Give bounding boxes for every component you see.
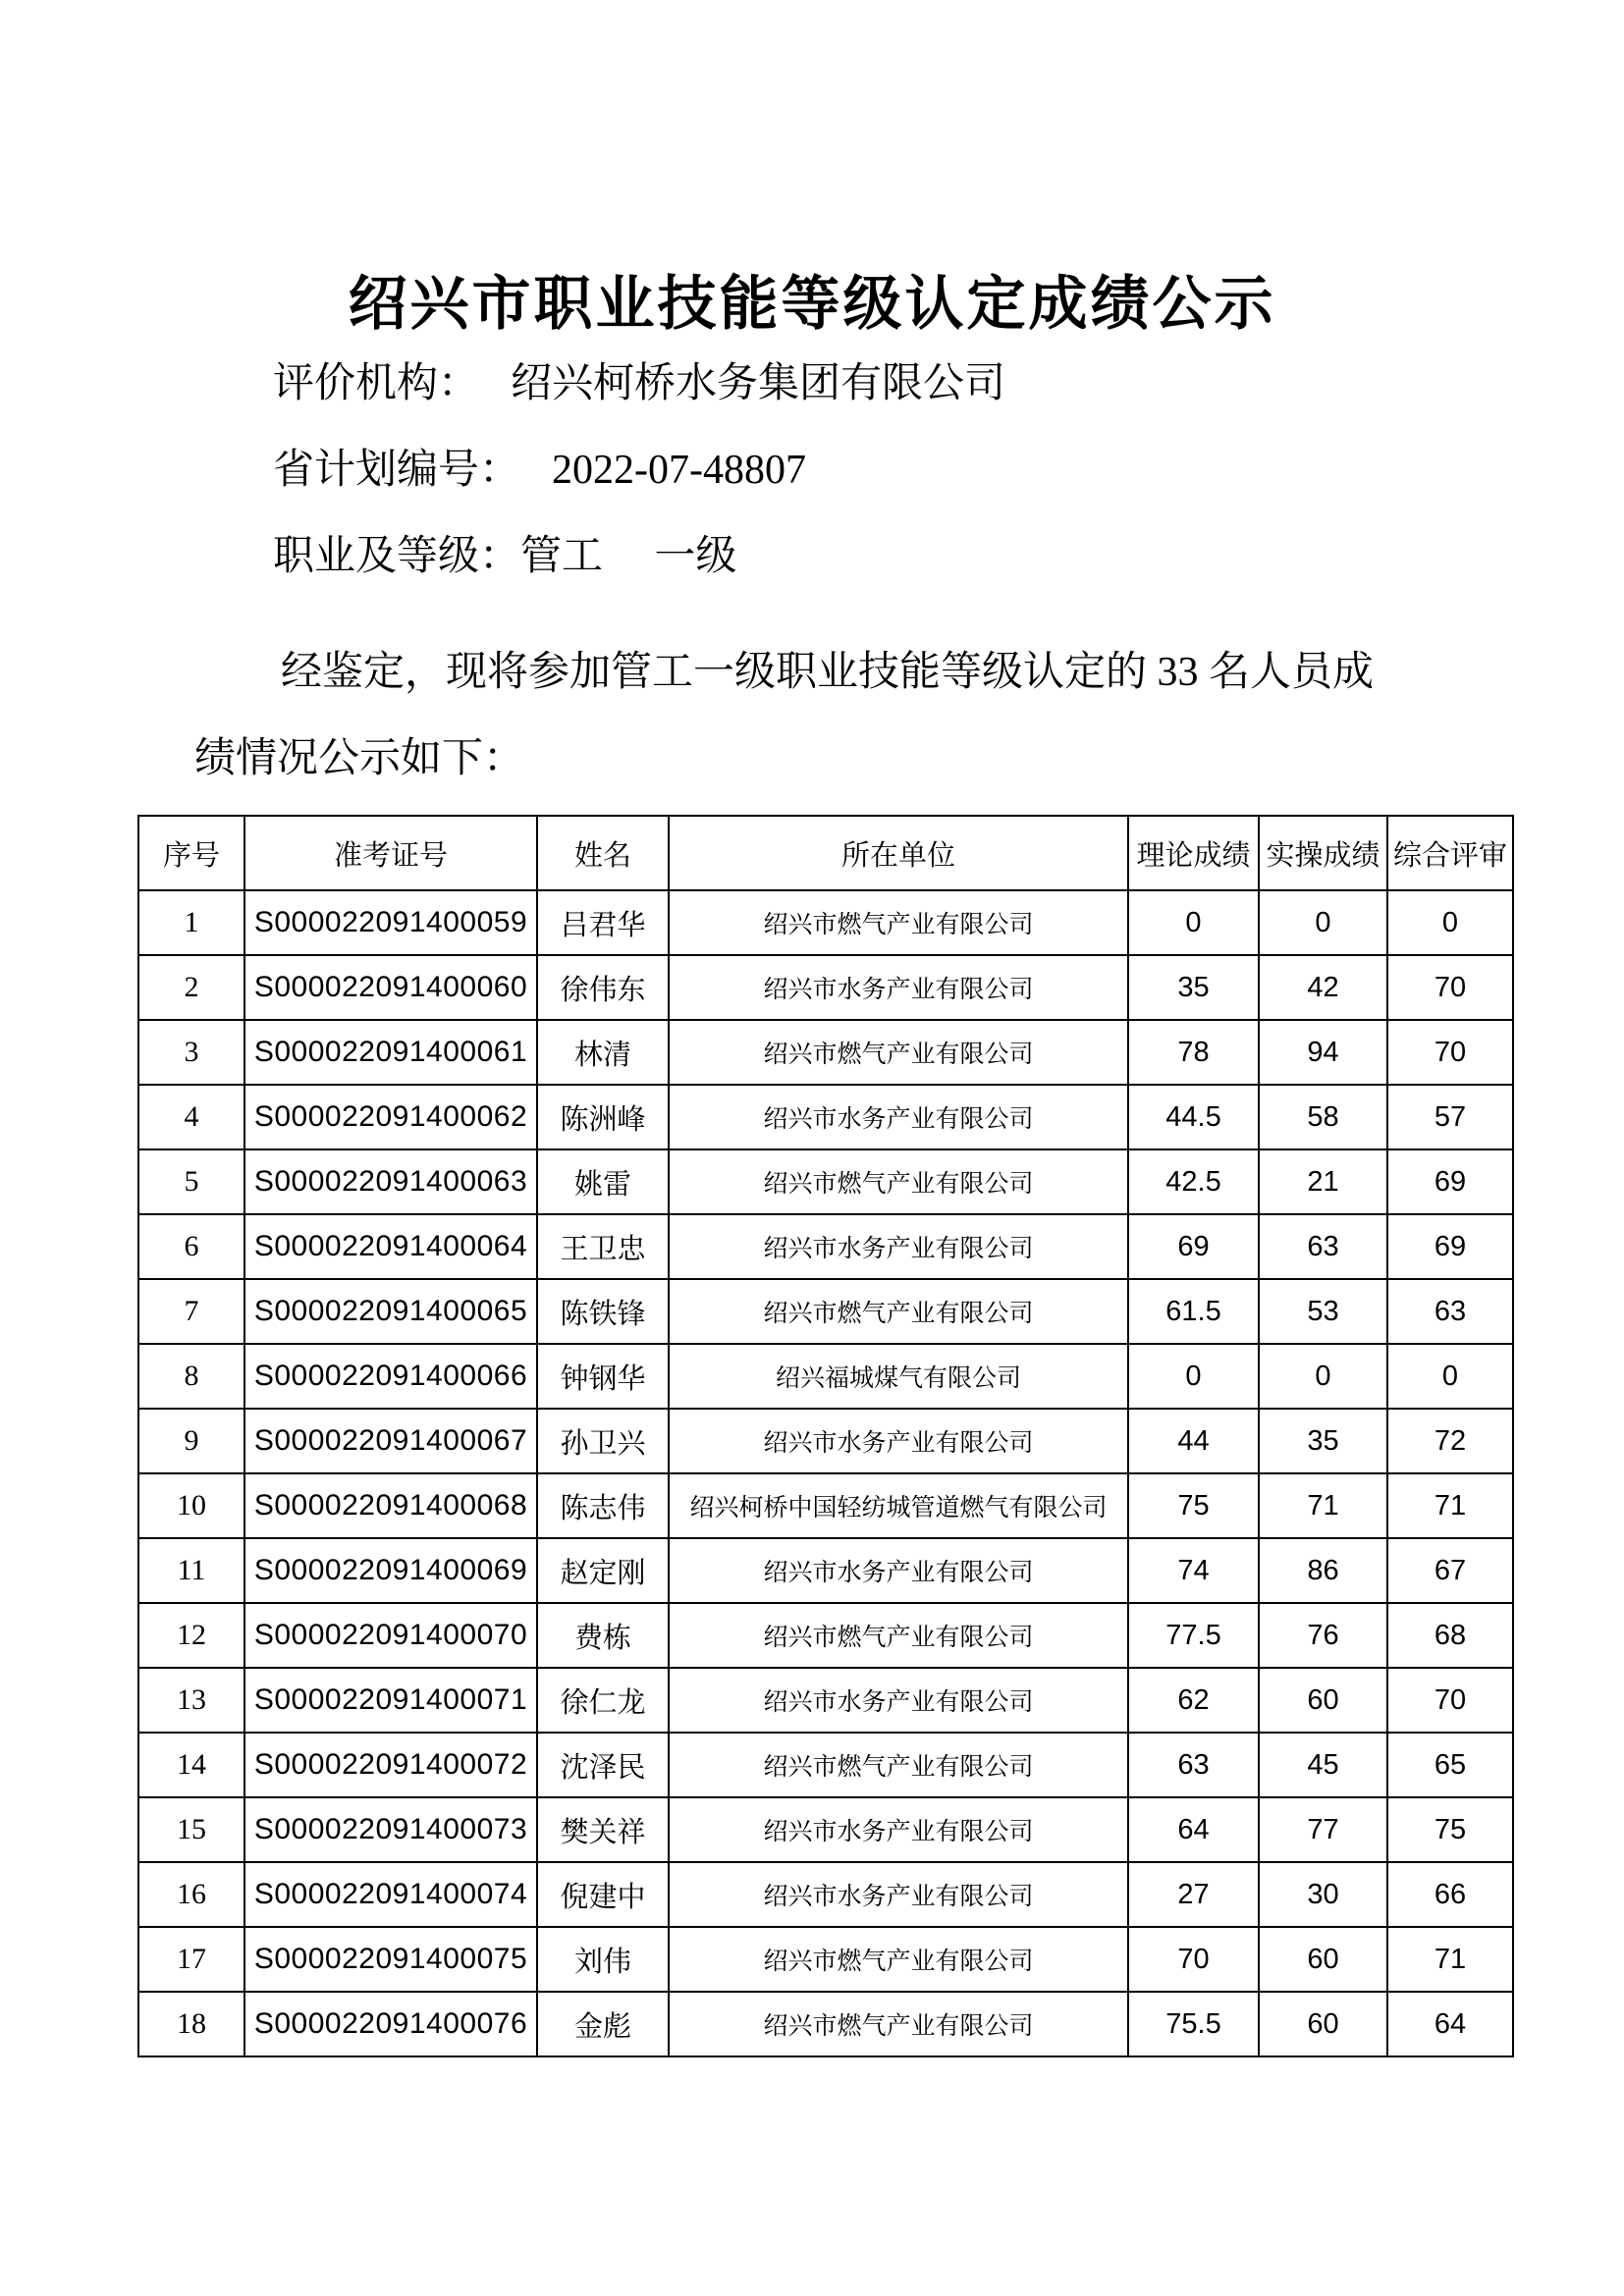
agency-label: 评价机构： [273,361,480,406]
cell-theory-score: 69 [1128,1214,1259,1279]
cell-seq: 5 [138,1149,244,1214]
cell-exam-id: S000022091400067 [244,1409,537,1473]
cell-exam-id: S000022091400060 [244,955,537,1020]
table-row [138,1020,1513,1085]
cell-overall-review: 66 [1387,1862,1513,1927]
occupation-value: 管工 一级 [520,534,737,579]
cell-practical-score: 30 [1259,1862,1387,1927]
cell-practical-score: 63 [1259,1214,1387,1279]
info-line-plan-number [273,448,1005,493]
cell-company: 绍兴市水务产业有限公司 [669,955,1128,1020]
cell-theory-score: 61.5 [1128,1279,1259,1344]
intro-paragraph-line2: 绩情况公示如下： [194,736,525,781]
cell-name: 钟钢华 [537,1344,669,1409]
cell-theory-score: 78 [1128,1020,1259,1085]
cell-theory-score: 62 [1128,1668,1259,1733]
cell-name: 陈铁锋 [537,1279,669,1344]
cell-practical-score: 76 [1259,1603,1387,1668]
cell-exam-id: S000022091400062 [244,1085,537,1149]
cell-exam-id: S000022091400061 [244,1020,537,1085]
cell-overall-review: 67 [1387,1538,1513,1603]
table-row [138,1344,1513,1409]
info-line-occupation [273,534,1005,579]
cell-name: 陈洲峰 [537,1085,669,1149]
plan-number-value: 2022-07-48807 [552,448,806,493]
cell-practical-score: 60 [1259,1927,1387,1992]
cell-theory-score: 75 [1128,1473,1259,1538]
cell-seq: 13 [138,1668,244,1733]
cell-overall-review: 0 [1387,1344,1513,1409]
cell-company: 绍兴市燃气产业有限公司 [669,1927,1128,1992]
cell-name: 姚雷 [537,1149,669,1214]
cell-company: 绍兴市燃气产业有限公司 [669,1733,1128,1797]
cell-seq: 3 [138,1020,244,1085]
cell-practical-score: 60 [1259,1992,1387,2056]
cell-name: 王卫忠 [537,1214,669,1279]
cell-practical-score: 0 [1259,890,1387,955]
table-row [138,1214,1513,1279]
cell-exam-id: S000022091400065 [244,1279,537,1344]
cell-company: 绍兴市燃气产业有限公司 [669,1149,1128,1214]
cell-overall-review: 70 [1387,1020,1513,1085]
cell-name: 林清 [537,1020,669,1085]
cell-overall-review: 65 [1387,1733,1513,1797]
cell-overall-review: 70 [1387,1668,1513,1733]
table-row [138,1862,1513,1927]
cell-practical-score: 77 [1259,1797,1387,1862]
cell-overall-review: 68 [1387,1603,1513,1668]
cell-overall-review: 75 [1387,1797,1513,1862]
cell-company: 绍兴市燃气产业有限公司 [669,1603,1128,1668]
cell-theory-score: 42.5 [1128,1149,1259,1214]
table-row [138,1538,1513,1603]
cell-name: 徐伟东 [537,955,669,1020]
table-row [138,1149,1513,1214]
cell-seq: 6 [138,1214,244,1279]
cell-name: 陈志伟 [537,1473,669,1538]
cell-practical-score: 53 [1259,1279,1387,1344]
cell-practical-score: 21 [1259,1149,1387,1214]
cell-exam-id: S000022091400059 [244,890,537,955]
cell-overall-review: 63 [1387,1279,1513,1344]
cell-practical-score: 58 [1259,1085,1387,1149]
cell-overall-review: 71 [1387,1473,1513,1538]
cell-theory-score: 75.5 [1128,1992,1259,2056]
cell-seq: 10 [138,1473,244,1538]
cell-name: 樊关祥 [537,1797,669,1862]
column-header-seq: 序号 [138,816,244,890]
results-table-body [138,890,1513,2056]
cell-seq: 18 [138,1992,244,2056]
cell-theory-score: 35 [1128,955,1259,1020]
column-header-name: 姓名 [537,816,669,890]
cell-practical-score: 0 [1259,1344,1387,1409]
cell-exam-id: S000022091400066 [244,1344,537,1409]
cell-exam-id: S000022091400073 [244,1797,537,1862]
cell-theory-score: 27 [1128,1862,1259,1927]
info-block [273,361,1005,620]
cell-name: 孙卫兴 [537,1409,669,1473]
cell-seq: 17 [138,1927,244,1992]
cell-seq: 11 [138,1538,244,1603]
table-row [138,1279,1513,1344]
cell-overall-review: 70 [1387,955,1513,1020]
cell-exam-id: S000022091400070 [244,1603,537,1668]
table-row [138,1085,1513,1149]
cell-theory-score: 0 [1128,890,1259,955]
cell-company: 绍兴市燃气产业有限公司 [669,1279,1128,1344]
table-row [138,1797,1513,1862]
cell-theory-score: 44.5 [1128,1085,1259,1149]
cell-theory-score: 77.5 [1128,1603,1259,1668]
cell-name: 吕君华 [537,890,669,955]
cell-overall-review: 0 [1387,890,1513,955]
cell-company: 绍兴市燃气产业有限公司 [669,1992,1128,2056]
table-row [138,1473,1513,1538]
cell-company: 绍兴市水务产业有限公司 [669,1214,1128,1279]
table-row [138,1603,1513,1668]
cell-exam-id: S000022091400076 [244,1992,537,2056]
column-header-practical-score: 实操成绩 [1259,816,1387,890]
table-row [138,1992,1513,2056]
plan-number-label: 省计划编号： [273,448,521,493]
cell-seq: 15 [138,1797,244,1862]
cell-name: 徐仁龙 [537,1668,669,1733]
cell-practical-score: 86 [1259,1538,1387,1603]
cell-theory-score: 70 [1128,1927,1259,1992]
cell-seq: 7 [138,1279,244,1344]
cell-company: 绍兴市水务产业有限公司 [669,1085,1128,1149]
agency-value: 绍兴柯桥水务集团有限公司 [511,361,1006,406]
cell-seq: 4 [138,1085,244,1149]
cell-exam-id: S000022091400074 [244,1862,537,1927]
cell-theory-score: 64 [1128,1797,1259,1862]
cell-practical-score: 94 [1259,1020,1387,1085]
cell-name: 赵定刚 [537,1538,669,1603]
cell-company: 绍兴市水务产业有限公司 [669,1668,1128,1733]
cell-seq: 8 [138,1344,244,1409]
cell-overall-review: 71 [1387,1927,1513,1992]
cell-company: 绍兴市水务产业有限公司 [669,1409,1128,1473]
cell-theory-score: 0 [1128,1344,1259,1409]
cell-company: 绍兴市水务产业有限公司 [669,1862,1128,1927]
cell-practical-score: 35 [1259,1409,1387,1473]
cell-overall-review: 64 [1387,1992,1513,2056]
cell-seq: 9 [138,1409,244,1473]
cell-exam-id: S000022091400064 [244,1214,537,1279]
page-title: 绍兴市职业技能等级认定成绩公示 [348,272,1276,338]
cell-name: 刘伟 [537,1927,669,1992]
cell-practical-score: 45 [1259,1733,1387,1797]
cell-name: 金彪 [537,1992,669,2056]
column-header-theory-score: 理论成绩 [1128,816,1259,890]
cell-theory-score: 63 [1128,1733,1259,1797]
column-header-overall-review: 综合评审 [1387,816,1513,890]
results-table [137,815,1514,2057]
cell-theory-score: 44 [1128,1409,1259,1473]
cell-seq: 14 [138,1733,244,1797]
cell-overall-review: 72 [1387,1409,1513,1473]
cell-company: 绍兴市水务产业有限公司 [669,1538,1128,1603]
cell-overall-review: 69 [1387,1149,1513,1214]
results-table-header [138,816,1513,890]
cell-exam-id: S000022091400075 [244,1927,537,1992]
table-row [138,1733,1513,1797]
table-row [138,1409,1513,1473]
cell-name: 费栋 [537,1603,669,1668]
table-row [138,890,1513,955]
cell-seq: 1 [138,890,244,955]
cell-company: 绍兴市燃气产业有限公司 [669,890,1128,955]
table-row [138,1668,1513,1733]
header-row [138,816,1513,890]
column-header-exam-id: 准考证号 [244,816,537,890]
cell-theory-score: 74 [1128,1538,1259,1603]
cell-company: 绍兴柯桥中国轻纺城管道燃气有限公司 [669,1473,1128,1538]
intro-paragraph-line1: 经鉴定，现将参加管工一级职业技能等级认定的 33 名人员成 [281,650,1375,695]
cell-practical-score: 60 [1259,1668,1387,1733]
cell-seq: 12 [138,1603,244,1668]
cell-practical-score: 42 [1259,955,1387,1020]
cell-name: 倪建中 [537,1862,669,1927]
cell-seq: 16 [138,1862,244,1927]
column-header-company: 所在单位 [669,816,1128,890]
cell-practical-score: 71 [1259,1473,1387,1538]
table-row [138,1927,1513,1992]
cell-exam-id: S000022091400072 [244,1733,537,1797]
cell-exam-id: S000022091400068 [244,1473,537,1538]
intro-paragraph [194,648,1374,783]
cell-company: 绍兴市水务产业有限公司 [669,1797,1128,1862]
cell-company: 绍兴市燃气产业有限公司 [669,1020,1128,1085]
cell-exam-id: S000022091400071 [244,1668,537,1733]
cell-overall-review: 69 [1387,1214,1513,1279]
cell-overall-review: 57 [1387,1085,1513,1149]
info-line-agency [273,361,1005,406]
cell-exam-id: S000022091400063 [244,1149,537,1214]
occupation-label: 职业及等级： [273,534,521,579]
cell-name: 沈泽民 [537,1733,669,1797]
cell-exam-id: S000022091400069 [244,1538,537,1603]
cell-seq: 2 [138,955,244,1020]
cell-company: 绍兴福城煤气有限公司 [669,1344,1128,1409]
table-row [138,955,1513,1020]
